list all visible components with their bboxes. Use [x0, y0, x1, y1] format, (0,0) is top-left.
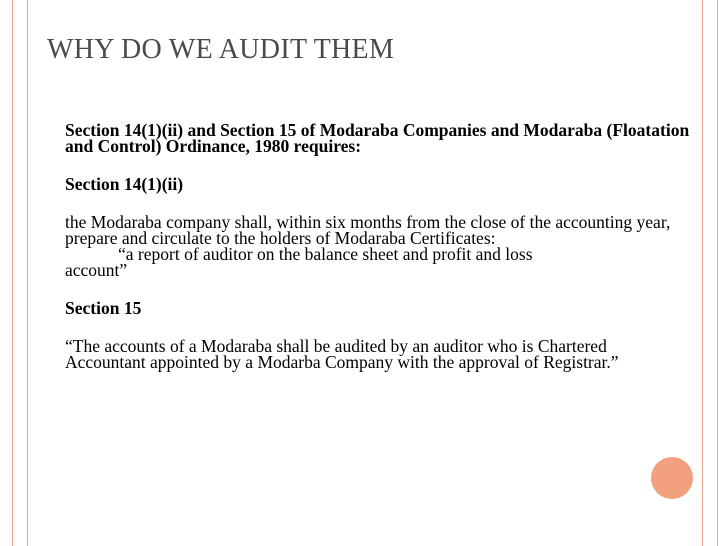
intro-paragraph: Section 14(1)(ii) and Section 15 of Modaraba Companies and Modaraba (Floatation and Control) Ordinance, 1980 requires:: [65, 120, 690, 156]
section2-heading: Section 15: [65, 298, 142, 318]
left-frame-border: [12, 0, 28, 546]
section1-text: the Modaraba company shall, within six months from the close of the accounting year, prepare and circulate to the holders of Modaraba Certificates:: [65, 212, 671, 248]
section1-quote-line1: “a report of auditor on the balance sheet and profit and loss: [118, 244, 533, 264]
decorative-circle: [651, 457, 693, 499]
right-frame-border: [702, 0, 718, 546]
section1-heading: Section 14(1)(ii): [65, 174, 184, 194]
slide-title: WHY DO WE AUDIT THEM: [47, 34, 395, 65]
slide-content: [65, 122, 690, 392]
section2-text: “The accounts of a Modaraba shall be audited by an auditor who is Chartered Accountant appointed by a Modarba Company with the approval of Registrar.”: [65, 336, 619, 372]
section1-quote-line2: account”: [65, 260, 128, 280]
